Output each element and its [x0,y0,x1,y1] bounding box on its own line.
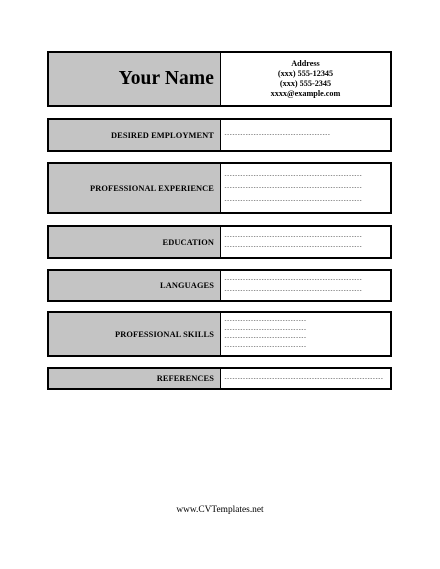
section-label: PROFESSIONAL SKILLS [49,313,221,355]
placeholder-line: ------------------------------- [224,344,307,351]
placeholder-line: ---------------------------------------------------- [224,287,362,294]
footer-url: www.CVTemplates.net [176,505,264,515]
section-label: PROFESSIONAL EXPERIENCE [49,164,221,212]
placeholder-line: ------------------------------------------------------------ [224,375,384,382]
placeholder-line: ---------------------------------------------------- [224,233,362,240]
section-label: EDUCATION [49,227,221,257]
email-line: xxxx@example.com [270,89,341,98]
section-label: REFERENCES [49,369,221,388]
section-label: DESIRED EMPLOYMENT [49,120,221,150]
section-label: LANGUAGES [49,271,221,300]
placeholder-line: ------------------------------- [224,335,307,342]
section-content [221,227,390,257]
section-education [47,225,392,259]
placeholder-line: ---------------------------------------------------- [224,197,362,204]
candidate-name: Your Name [118,68,214,89]
placeholder-line: ---------------------------------------- [224,132,331,138]
section-desired-employment [47,118,392,152]
phone-line-1: (xxx) 555-12345 [277,69,334,78]
section-content [221,313,390,355]
header-box [47,51,392,107]
phone-line-2: (xxx) 555-2345 [279,79,332,88]
section-languages [47,269,392,302]
section-content [221,120,390,150]
placeholder-line: ---------------------------------------------------- [224,185,362,191]
address-line: Address [291,59,320,68]
placeholder-line: ---------------------------------------------------- [224,244,362,251]
section-professional-skills [47,311,392,357]
placeholder-line: ------------------------------- [224,326,307,333]
name-panel [49,53,221,105]
section-professional-experience [47,162,392,214]
section-content [221,164,390,212]
section-content [221,369,390,388]
placeholder-line: ---------------------------------------------------- [224,172,362,179]
placeholder-line: ------------------------------- [224,317,307,324]
section-references [47,367,392,390]
contact-info [221,53,390,105]
section-content [221,271,390,300]
placeholder-line: ---------------------------------------------------- [224,277,362,284]
